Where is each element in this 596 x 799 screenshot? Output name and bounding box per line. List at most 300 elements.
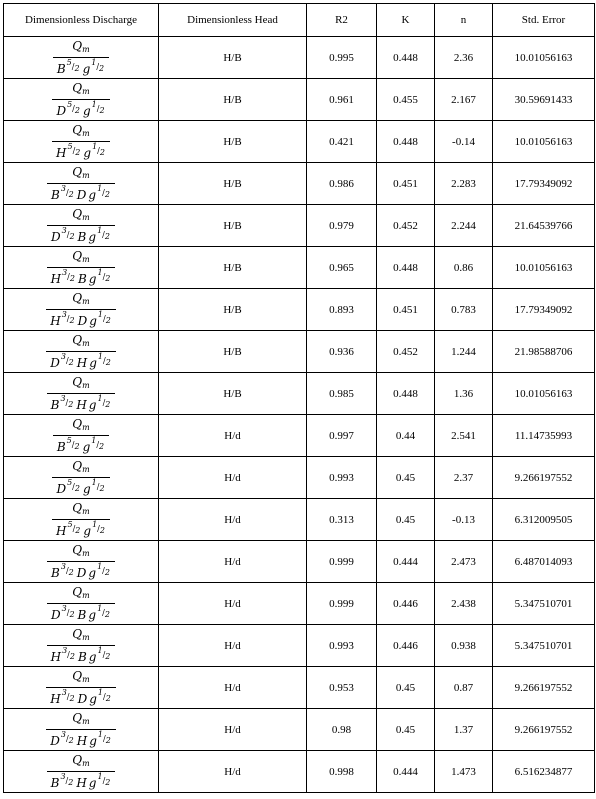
denominator-variable: g — [88, 397, 97, 412]
numerator-subscript: m — [82, 548, 90, 558]
table-row — [4, 163, 595, 205]
exponent-slash: / — [72, 145, 76, 155]
denominator-variable: H — [76, 397, 87, 412]
std-error-cell: 21.64539766 — [493, 205, 595, 247]
fraction-numerator — [47, 165, 115, 183]
denominator-exponent — [67, 101, 80, 115]
denominator-exponent — [97, 395, 110, 409]
exponent-numerator: 1 — [97, 645, 103, 655]
table-row — [4, 205, 595, 247]
table-row — [4, 709, 595, 751]
exponent-slash: / — [102, 271, 106, 281]
numerator-subscript: m — [82, 338, 90, 348]
exponent-numerator: 3 — [60, 771, 66, 781]
table-row — [4, 499, 595, 541]
exponent-denominator: 2 — [68, 777, 74, 787]
denominator-variable: g — [83, 145, 92, 160]
numerator-subscript: m — [82, 170, 90, 180]
header-n: n — [435, 4, 493, 37]
discharge-fraction — [47, 207, 115, 245]
exponent-numerator: 3 — [62, 645, 68, 655]
dimensionless-head-cell: H/d — [159, 541, 307, 583]
discharge-formula-cell — [4, 499, 159, 541]
denominator-variable: g — [83, 523, 92, 538]
discharge-fraction — [47, 165, 115, 203]
numerator-subscript: m — [82, 296, 90, 306]
denominator-exponent — [92, 143, 105, 157]
exponent-denominator: 2 — [105, 651, 111, 661]
denominator-exponent — [97, 773, 110, 787]
exponent-denominator: 2 — [69, 231, 75, 241]
discharge-fraction — [52, 459, 109, 497]
fraction-numerator — [47, 375, 116, 393]
r2-cell: 0.997 — [307, 415, 377, 457]
denominator-variable: D — [50, 355, 60, 370]
std-error-cell: 30.59691433 — [493, 79, 595, 121]
discharge-fraction — [46, 669, 116, 707]
fraction-numerator — [47, 543, 115, 561]
denominator-exponent — [68, 521, 81, 535]
denominator-variable: D — [51, 607, 61, 622]
table-row — [4, 289, 595, 331]
denominator-exponent — [61, 731, 74, 745]
n-cell: 2.244 — [435, 205, 493, 247]
table-row — [4, 415, 595, 457]
r2-cell: 0.313 — [307, 499, 377, 541]
numerator-symbol: Q — [72, 38, 83, 53]
exponent-slash: / — [71, 61, 75, 71]
denominator-variable: g — [88, 187, 97, 202]
std-error-cell: 9.266197552 — [493, 709, 595, 751]
numerator-symbol: Q — [72, 458, 83, 473]
numerator-symbol: Q — [72, 290, 83, 305]
exponent-slash: / — [72, 523, 76, 533]
exponent-numerator: 3 — [62, 267, 68, 277]
exponent-slash: / — [97, 145, 100, 155]
exponent-slash: / — [102, 355, 106, 365]
denominator-exponent — [97, 647, 110, 661]
discharge-fraction — [53, 417, 109, 455]
exponent-slash: / — [102, 313, 106, 323]
denominator-variable: B — [77, 271, 87, 286]
std-error-cell: 10.01056163 — [493, 247, 595, 289]
exponent-slash: / — [66, 691, 70, 701]
exponent-denominator: 2 — [74, 63, 80, 73]
exponent-denominator: 2 — [105, 735, 111, 745]
table-header — [4, 4, 595, 37]
exponent-numerator: 5 — [67, 141, 73, 151]
fraction-denominator — [52, 142, 110, 161]
fraction-numerator — [52, 459, 109, 477]
exponent-numerator: 1 — [97, 225, 103, 235]
table-row — [4, 79, 595, 121]
numerator-symbol: Q — [72, 668, 83, 683]
exponent-numerator: 3 — [61, 309, 67, 319]
discharge-formula-cell — [4, 667, 159, 709]
std-error-cell: 10.01056163 — [493, 37, 595, 79]
numerator-subscript: m — [82, 632, 90, 642]
header-r2: R2 — [307, 4, 377, 37]
exponent-numerator: 3 — [60, 393, 66, 403]
n-cell: 1.473 — [435, 751, 493, 793]
numerator-symbol: Q — [72, 752, 83, 767]
discharge-formula-cell — [4, 121, 159, 163]
exponent-numerator: 1 — [97, 687, 103, 697]
denominator-variable: g — [82, 61, 91, 76]
denominator-variable: B — [51, 187, 60, 202]
exponent-denominator: 2 — [69, 273, 75, 283]
n-cell: 1.244 — [435, 331, 493, 373]
discharge-formula-cell — [4, 247, 159, 289]
fraction-numerator — [52, 81, 109, 99]
exponent-numerator: 1 — [97, 267, 103, 277]
exponent-slash: / — [65, 775, 69, 785]
table-body — [4, 37, 595, 793]
regression-table — [3, 3, 595, 793]
exponent-denominator: 2 — [68, 399, 74, 409]
numerator-symbol: Q — [72, 80, 83, 95]
denominator-variable: B — [77, 649, 87, 664]
discharge-fraction — [47, 585, 115, 623]
exponent-denominator: 2 — [75, 525, 81, 535]
std-error-cell: 5.347510701 — [493, 583, 595, 625]
numerator-symbol: Q — [72, 374, 83, 389]
fraction-denominator — [47, 604, 115, 623]
exponent-slash: / — [65, 733, 69, 743]
denominator-exponent — [60, 773, 73, 787]
denominator-variable: H — [76, 733, 88, 748]
fraction-denominator — [47, 268, 116, 287]
k-cell: 0.451 — [377, 163, 435, 205]
fraction-numerator — [47, 249, 116, 267]
denominator-exponent — [61, 185, 74, 199]
std-error-cell: 6.487014093 — [493, 541, 595, 583]
discharge-formula-cell — [4, 541, 159, 583]
r2-cell: 0.98 — [307, 709, 377, 751]
k-cell: 0.45 — [377, 499, 435, 541]
numerator-subscript: m — [82, 380, 90, 390]
denominator-variable: D — [56, 481, 67, 496]
discharge-formula-cell — [4, 373, 159, 415]
std-error-cell: 10.01056163 — [493, 373, 595, 415]
numerator-symbol: Q — [72, 248, 83, 263]
denominator-variable: D — [76, 565, 87, 580]
exponent-denominator: 2 — [105, 273, 111, 283]
denominator-variable: B — [77, 229, 87, 244]
exponent-slash: / — [65, 397, 69, 407]
exponent-slash: / — [102, 733, 106, 743]
dimensionless-head-cell: H/d — [159, 499, 307, 541]
numerator-subscript: m — [82, 86, 90, 96]
k-cell: 0.45 — [377, 709, 435, 751]
table-row — [4, 121, 595, 163]
r2-cell: 0.421 — [307, 121, 377, 163]
n-cell: 2.438 — [435, 583, 493, 625]
n-cell: 1.37 — [435, 709, 493, 751]
denominator-exponent — [61, 563, 74, 577]
numerator-subscript: m — [82, 44, 90, 54]
r2-cell: 0.985 — [307, 373, 377, 415]
table-row — [4, 373, 595, 415]
r2-cell: 0.999 — [307, 541, 377, 583]
fraction-numerator — [46, 333, 116, 351]
r2-cell: 0.936 — [307, 331, 377, 373]
exponent-numerator: 3 — [60, 729, 66, 739]
dimensionless-head-cell: H/B — [159, 205, 307, 247]
r2-cell: 0.986 — [307, 163, 377, 205]
denominator-exponent — [67, 437, 80, 451]
exponent-denominator: 2 — [105, 357, 111, 367]
fraction-denominator — [46, 310, 116, 329]
discharge-fraction — [46, 711, 116, 749]
std-error-cell: 6.516234877 — [493, 751, 595, 793]
denominator-exponent — [91, 437, 104, 451]
exponent-slash: / — [66, 313, 70, 323]
numerator-subscript: m — [82, 758, 90, 768]
n-cell: 2.37 — [435, 457, 493, 499]
table-row — [4, 583, 595, 625]
n-cell: 2.473 — [435, 541, 493, 583]
exponent-slash: / — [66, 607, 70, 617]
n-cell: 1.36 — [435, 373, 493, 415]
denominator-exponent — [67, 59, 80, 73]
discharge-fraction — [52, 81, 109, 119]
std-error-cell: 10.01056163 — [493, 121, 595, 163]
std-error-cell: 11.14735993 — [493, 415, 595, 457]
denominator-variable: g — [88, 229, 97, 244]
exponent-numerator: 3 — [61, 225, 67, 235]
exponent-denominator: 2 — [99, 525, 105, 535]
exponent-denominator: 2 — [74, 441, 80, 451]
k-cell: 0.452 — [377, 205, 435, 247]
std-error-cell: 9.266197552 — [493, 667, 595, 709]
numerator-symbol: Q — [72, 332, 83, 347]
r2-cell: 0.953 — [307, 667, 377, 709]
denominator-exponent — [98, 689, 111, 703]
denominator-exponent — [98, 353, 111, 367]
exponent-numerator: 1 — [91, 99, 97, 109]
exponent-slash: / — [102, 691, 106, 701]
denominator-variable: B — [50, 397, 60, 412]
exponent-denominator: 2 — [69, 609, 75, 619]
denominator-variable: B — [56, 439, 66, 454]
r2-cell: 0.999 — [307, 583, 377, 625]
discharge-fraction — [47, 375, 116, 413]
n-cell: -0.14 — [435, 121, 493, 163]
numerator-symbol: Q — [72, 542, 83, 557]
denominator-variable: H — [50, 649, 62, 664]
discharge-formula-cell — [4, 625, 159, 667]
dimensionless-head-cell: H/d — [159, 415, 307, 457]
denominator-exponent — [62, 647, 75, 661]
exponent-denominator: 2 — [104, 567, 110, 577]
discharge-fraction — [47, 753, 116, 791]
exponent-slash: / — [96, 481, 100, 491]
dimensionless-head-cell: H/B — [159, 79, 307, 121]
exponent-denominator: 2 — [69, 651, 75, 661]
r2-cell: 0.993 — [307, 625, 377, 667]
exponent-numerator: 3 — [61, 687, 67, 697]
exponent-denominator: 2 — [99, 147, 105, 157]
numerator-subscript: m — [82, 506, 90, 516]
denominator-variable: g — [82, 103, 91, 118]
exponent-denominator: 2 — [75, 147, 81, 157]
dimensionless-head-cell: H/B — [159, 121, 307, 163]
n-cell: 2.167 — [435, 79, 493, 121]
numerator-symbol: Q — [72, 500, 83, 515]
denominator-variable: B — [50, 775, 60, 790]
n-cell: 0.783 — [435, 289, 493, 331]
denominator-exponent — [97, 605, 110, 619]
exponent-denominator: 2 — [69, 693, 75, 703]
discharge-fraction — [52, 501, 110, 539]
exponent-slash: / — [102, 397, 106, 407]
denominator-variable: H — [50, 691, 61, 706]
denominator-variable: g — [89, 313, 97, 328]
fraction-numerator — [53, 417, 109, 435]
discharge-formula-cell — [4, 583, 159, 625]
fraction-numerator — [53, 39, 109, 57]
denominator-exponent — [97, 563, 110, 577]
denominator-variable: g — [89, 355, 97, 370]
std-error-cell: 9.266197552 — [493, 457, 595, 499]
denominator-variable: B — [51, 565, 60, 580]
denominator-variable: D — [76, 187, 87, 202]
discharge-formula-cell — [4, 331, 159, 373]
discharge-fraction — [47, 627, 116, 665]
exponent-numerator: 1 — [97, 309, 103, 319]
denominator-variable: D — [50, 733, 60, 748]
exponent-slash: / — [65, 565, 69, 575]
dimensionless-head-cell: H/B — [159, 37, 307, 79]
discharge-formula-cell — [4, 709, 159, 751]
exponent-numerator: 1 — [91, 435, 97, 445]
denominator-exponent — [62, 227, 75, 241]
k-cell: 0.446 — [377, 583, 435, 625]
std-error-cell: 17.79349092 — [493, 289, 595, 331]
header-k: K — [377, 4, 435, 37]
discharge-formula-cell — [4, 289, 159, 331]
n-cell: 2.283 — [435, 163, 493, 205]
fraction-denominator — [47, 394, 116, 413]
denominator-variable: H — [76, 355, 88, 370]
table-row — [4, 457, 595, 499]
exponent-numerator: 1 — [97, 729, 103, 739]
exponent-numerator: 3 — [61, 603, 67, 613]
exponent-numerator: 1 — [97, 771, 103, 781]
denominator-variable: D — [77, 691, 88, 706]
fraction-denominator — [46, 730, 116, 749]
r2-cell: 0.995 — [307, 37, 377, 79]
numerator-subscript: m — [82, 422, 90, 432]
exponent-slash: / — [72, 103, 75, 113]
exponent-denominator: 2 — [105, 399, 111, 409]
table-container — [3, 3, 595, 793]
table-row — [4, 541, 595, 583]
exponent-slash: / — [96, 439, 100, 449]
denominator-variable: g — [89, 691, 97, 706]
exponent-numerator: 1 — [97, 183, 103, 193]
exponent-denominator: 2 — [99, 441, 105, 451]
numerator-subscript: m — [82, 716, 90, 726]
denominator-variable: g — [88, 271, 97, 286]
std-error-cell: 6.312009505 — [493, 499, 595, 541]
denominator-exponent — [61, 353, 74, 367]
discharge-fraction — [46, 333, 116, 371]
exponent-numerator: 1 — [92, 519, 98, 529]
exponent-denominator: 2 — [68, 735, 74, 745]
exponent-denominator: 2 — [99, 63, 105, 73]
fraction-numerator — [47, 207, 115, 225]
fraction-numerator — [52, 123, 110, 141]
fraction-denominator — [47, 184, 115, 203]
fraction-denominator — [47, 226, 115, 245]
exponent-slash: / — [102, 565, 105, 575]
denominator-variable: g — [82, 481, 91, 496]
denominator-exponent — [92, 479, 105, 493]
header-dimensionless-discharge: Dimensionless Discharge — [4, 4, 159, 37]
denominator-variable: H — [56, 145, 67, 160]
discharge-fraction — [52, 123, 110, 161]
discharge-formula-cell — [4, 415, 159, 457]
exponent-denominator: 2 — [99, 105, 105, 115]
exponent-denominator: 2 — [105, 693, 111, 703]
denominator-variable: g — [88, 607, 97, 622]
dimensionless-head-cell: H/B — [159, 163, 307, 205]
numerator-symbol: Q — [72, 710, 83, 725]
r2-cell: 0.893 — [307, 289, 377, 331]
k-cell: 0.448 — [377, 37, 435, 79]
exponent-numerator: 5 — [66, 57, 72, 67]
exponent-numerator: 1 — [91, 477, 97, 487]
n-cell: 0.938 — [435, 625, 493, 667]
denominator-exponent — [98, 731, 111, 745]
numerator-symbol: Q — [72, 626, 83, 641]
fraction-numerator — [46, 291, 116, 309]
k-cell: 0.44 — [377, 415, 435, 457]
exponent-slash: / — [96, 103, 100, 113]
denominator-variable: g — [89, 733, 97, 748]
fraction-denominator — [46, 352, 116, 371]
denominator-variable: D — [56, 103, 67, 118]
denominator-variable: D — [51, 229, 61, 244]
denominator-variable: H — [50, 271, 62, 286]
denominator-variable: H — [56, 523, 67, 538]
discharge-fraction — [46, 291, 116, 329]
table-row — [4, 667, 595, 709]
exponent-numerator: 3 — [60, 561, 66, 571]
discharge-formula-cell — [4, 205, 159, 247]
header-row — [4, 4, 595, 37]
discharge-formula-cell — [4, 751, 159, 793]
std-error-cell: 17.79349092 — [493, 163, 595, 205]
discharge-formula-cell — [4, 37, 159, 79]
k-cell: 0.448 — [377, 121, 435, 163]
k-cell: 0.452 — [377, 331, 435, 373]
exponent-denominator: 2 — [105, 315, 111, 325]
numerator-symbol: Q — [72, 206, 83, 221]
k-cell: 0.444 — [377, 541, 435, 583]
denominator-exponent — [67, 479, 80, 493]
numerator-symbol: Q — [72, 122, 83, 137]
dimensionless-head-cell: H/d — [159, 667, 307, 709]
table-row — [4, 37, 595, 79]
header-dimensionless-head: Dimensionless Head — [159, 4, 307, 37]
fraction-denominator — [47, 772, 116, 791]
exponent-denominator: 2 — [69, 315, 75, 325]
denominator-variable: D — [77, 313, 88, 328]
n-cell: 2.36 — [435, 37, 493, 79]
